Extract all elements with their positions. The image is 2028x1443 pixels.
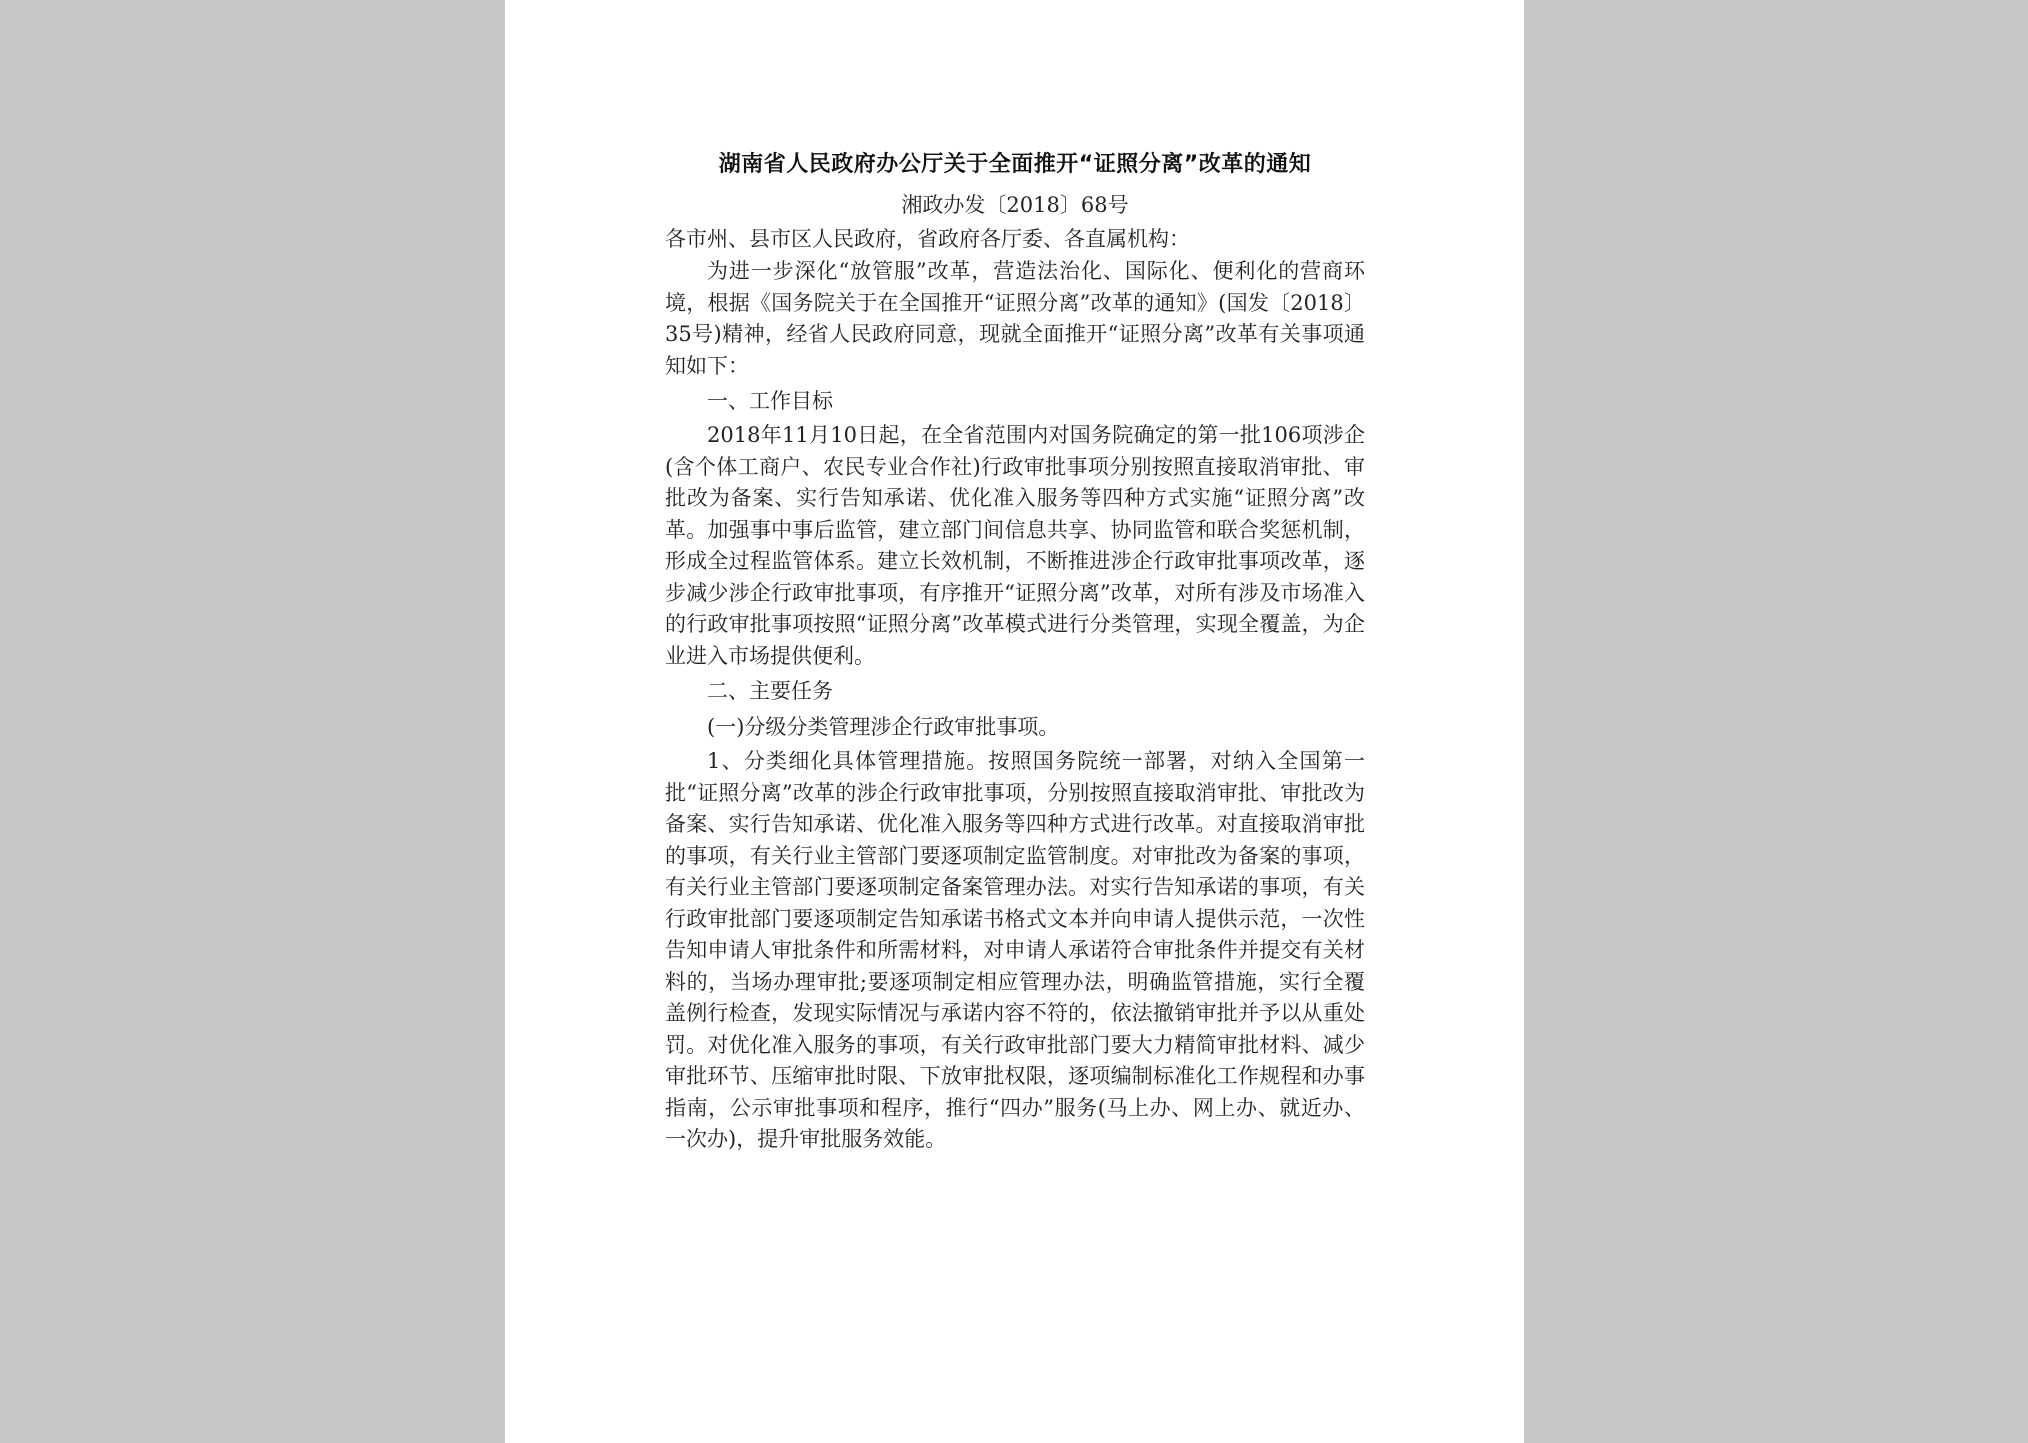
- item-1-paragraph: 1、分类细化具体管理措施。按照国务院统一部署，对纳入全国第一批“证照分离”改革的涉企行政审批事项，分别按照直接取消审批、审批改为备案、实行告知承诺、优化准入服务等四种方式进行改革。对直接取消审批的事项，有关行业主管部门要逐项制定监管制度。对审批改为备案的事项，有关行业主管部门要逐项制定备案管理办法。对实行告知承诺的事项，有关行政审批部门要逐项制定告知承诺书格式文本并向申请人提供示范，一次性告知申请人审批条件和所需材料，对申请人承诺符合审批条件并提交有关材料的，当场办理审批;要逐项制定相应管理办法，明确监管措施，实行全覆盖例行检查，发现实际情况与承诺内容不符的，依法撤销审批并予以从重处罚。对优化准入服务的事项，有关行政审批部门要大力精简审批材料、减少审批环节、压缩审批时限、下放审批权限，逐项编制标准化工作规程和办事指南，公示审批事项和程序，推行“四办”服务(马上办、网上办、就近办、一次办)，提升审批服务效能。: [665, 749, 1365, 1151]
- section-heading-1: 一、工作目标: [707, 389, 833, 413]
- section-heading-2: 二、主要任务: [707, 679, 833, 703]
- subsection-heading-1: (一)分级分类管理涉企行政审批事项。: [707, 715, 1060, 739]
- document-page: [505, 0, 1524, 1443]
- section-1-paragraph: 2018年11月10日起，在全省范围内对国务院确定的第一批106项涉企(含个体工商户、农民专业合作社)行政审批事项分别按照直接取消审批、审批改为备案、实行告知承诺、优化准入服务等四种方式实施“证照分离”改革。加强事中事后监管，建立部门间信息共享、协同监管和联合奖惩机制，形成全过程监管体系。建立长效机制，不断推进涉企行政审批事项改革，逐步减少涉企行政审批事项，有序推开“证照分离”改革，对所有涉及市场准入的行政审批事项按照“证照分离”改革模式进行分类管理，实现全覆盖，为企业进入市场提供便利。: [665, 423, 1365, 668]
- intro-paragraph: 为进一步深化“放管服”改革，营造法治化、国际化、便利化的营商环境，根据《国务院关于在全国推开“证照分离”改革的通知》(国发〔2018〕35号)精神，经省人民政府同意，现就全面推开“证照分离”改革有关事项通知如下：: [665, 259, 1365, 378]
- document-number: 湘政办发〔2018〕68号: [901, 193, 1129, 217]
- addressee-line: 各市州、县市区人民政府，省政府各厅委、各直属机构：: [665, 227, 1190, 251]
- document-body: [665, 256, 1365, 1156]
- page-content: [665, 148, 1365, 1156]
- document-title: 湖南省人民政府办公厅关于全面推开“证照分离”改革的通知: [718, 152, 1312, 177]
